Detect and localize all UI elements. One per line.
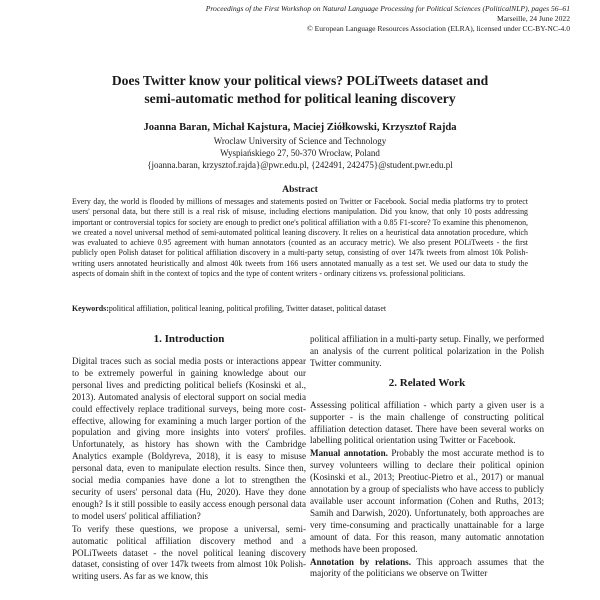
title-line-1: Does Twitter know your political views? POLiTweets dataset and — [111, 73, 489, 88]
title-line-2: semi-automatic method for political leaning discovery — [144, 91, 456, 106]
keywords-line — [72, 304, 528, 314]
introduction-paragraph-1: Digital traces such as social media posts or interactions appear to be extremely powerful in gaining knowledge about our personal lives and predicting political beliefs (Kosinski et al., 2013). Automated analysis of electoral support on social media could effectively replace traditional surveys, being more cost-effective, allowing for examining a much larger portion of the population and giving more insights into voters' profiles. Unfortunately, as history has shown with the Cambridge Analytics example (Boldyreva, 2018), it is easy to misuse personal data, even to manipulate election results. Since then, social media companies have done a lot to strengthen the security of users' personal data (Hu, 2020). Have they done enough? Is it still possible to easily access enough personal data to model users' political affiliation? — [72, 356, 306, 521]
author-emails: {joanna.baran, krzysztof.rajda}@pwr.edu.pl, {242491, 242475}@student.pwr.edu.pl — [147, 160, 453, 170]
related-work-heading: 2. Related Work — [388, 376, 466, 389]
abstract-heading: Abstract — [282, 184, 318, 195]
keywords-text: political affiliation, political leaning, political profiling, Twitter dataset, political dataset — [108, 304, 387, 313]
relations-annotation-text: This approach assumes that the majority of the politicians we observe on Twitter — [310, 556, 544, 579]
right-column — [310, 334, 544, 580]
introduction-paragraph-3: political affiliation in a multi-party setup. Finally, we performed an analysis of the current political polarization in the Polish Twitter community. — [310, 334, 544, 368]
publication-metadata — [150, 4, 570, 35]
affiliation-university: Wroclaw University of Science and Technology — [213, 136, 387, 146]
related-work-paragraph-1: Assessing political affiliation - which party a given user is a supporter - is the main challenge of constructing political affiliation detection dataset. There have been several works on labelling political orientation using Twitter or Facebook. — [310, 399, 544, 446]
introduction-heading: 1. Introduction — [153, 333, 225, 345]
abstract-text: Every day, the world is flooded by millions of messages and statements posted on Twitter or Facebook. Social media platforms try to protect users' personal data, but there still is a real risk of misuse, including elections manipulation. Did you know, that only 10 posts addressing important or controversial topics for society are enough to predict one's political affiliation with a 0.85 F1-score? To examine this phenomenon, we created a novel universal method of semi-automated political leaning discovery. It relies on a heuristical data annotation procedure, which was evaluated to achieve 0.95 agreement with human annotators (counted as an accuracy metric). We also present POLiTweets - the first publicly open Polish dataset for political affiliation discovery in a multi-party setup, consisting of over 147k tweets from almost 10k Polish-writing users annotated heuristically and almost 40k tweets from 166 users annotated manually as a test set. We used our data to study the aspects of domain shift in the context of topics and the type of content writers - ordinary citizens vs. professional politicians. — [72, 197, 528, 279]
manual-annotation-label: Manual annotation. — [310, 448, 388, 459]
author-list: Joanna Baran, Michał Kajstura, Maciej Ziółkowski, Krzysztof Rajda — [143, 122, 457, 133]
manual-annotation-text: Probably the most accurate method is to survey volunteers willing to declare their political opinion (Kosinski et al., 2013; Preotiuc-Pietro et al., 2017) or manual annotation by a group of specialists who have access to publicly available user account information (Cohen and Ruths, 2013; Samih and Darwish, 2020). Unfortunately, both approaches are very time-consuming and practically unattainable for a large amount of data. For this reason, many automatic annotation methods have been proposed. — [310, 448, 544, 554]
affiliation-block — [40, 135, 560, 171]
left-column — [72, 334, 306, 583]
date-line: Marseille, 24 June 2022 — [497, 14, 570, 24]
affiliation-address: Wyspiańskiego 27, 50-370 Wrocław, Poland — [220, 148, 380, 158]
relations-annotation-paragraph — [310, 557, 544, 581]
relations-annotation-label: Annotation by relations. — [310, 556, 411, 567]
keywords-label: Keywords: — [72, 304, 109, 313]
license-line: © European Language Resources Association (ELRA), licensed under CC-BY-NC-4.0 — [306, 24, 570, 34]
manual-annotation-paragraph — [310, 448, 544, 555]
venue-line: Proceedings of the First Workshop on Natural Language Processing for Political Sciences (PoliticalNLP), pages 56–61 — [205, 4, 570, 13]
introduction-paragraph-2: To verify these questions, we propose a universal, semi-automatic political affiliation discovery method and a POLiTweets dataset - the novel political leaning discovery dataset, consisting of over 147k tweets from almost 10k Polish-writing users. As far as we know, this — [72, 523, 306, 582]
paper-title — [40, 72, 560, 108]
